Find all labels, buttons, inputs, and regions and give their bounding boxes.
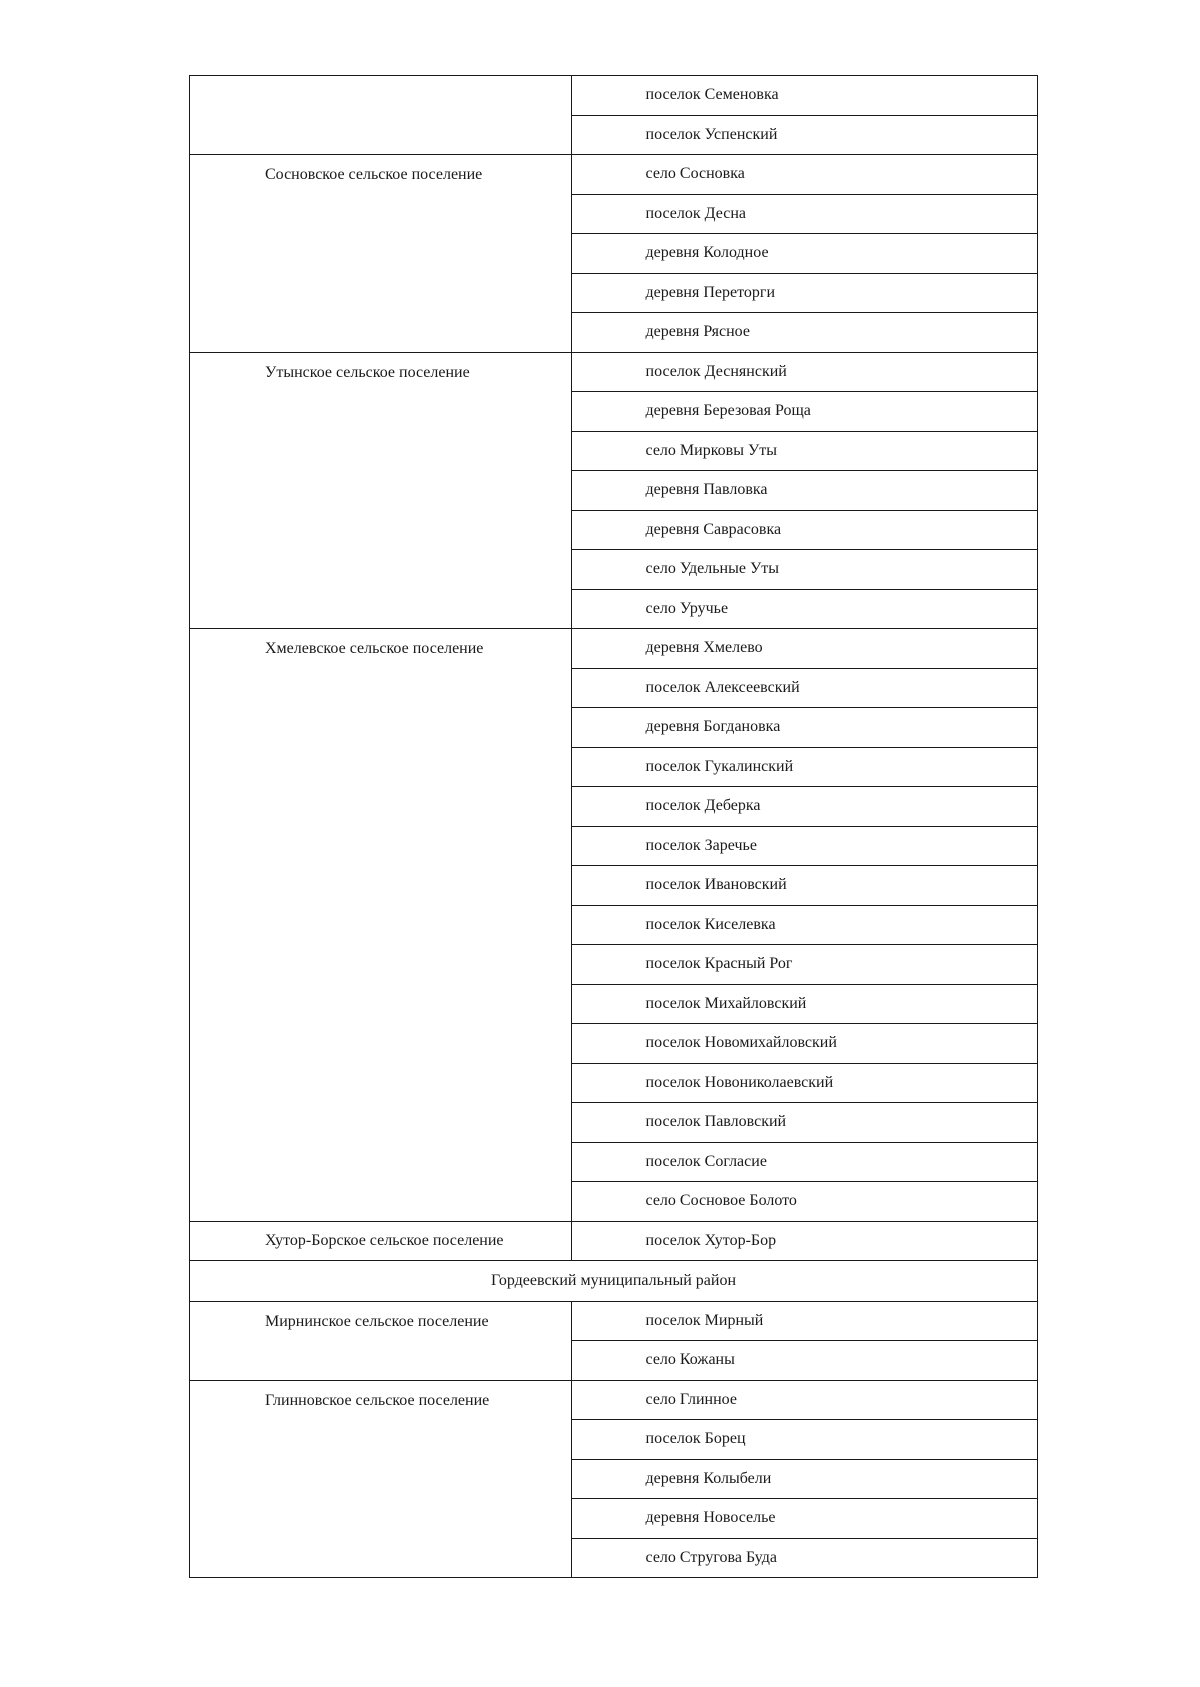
locality-cell: село Стругова Буда [571,1538,1037,1578]
locality-cell: поселок Борец [571,1420,1037,1460]
table-row [190,1221,1038,1261]
locality-cell: поселок Заречье [571,826,1037,866]
locality-cell: деревня Колыбели [571,1459,1037,1499]
table-row [190,155,1038,195]
table-row [190,76,1038,116]
table-row [190,1380,1038,1420]
table-row [190,352,1038,392]
locality-cell: село Мирковы Уты [571,431,1037,471]
locality-cell: поселок Киселевка [571,905,1037,945]
table-row [190,1301,1038,1341]
locality-cell: поселок Ивановский [571,866,1037,906]
settlement-name-cell: Хмелевское сельское поселение [190,629,572,1222]
locality-cell: деревня Павловка [571,471,1037,511]
locality-cell: поселок Согласие [571,1142,1037,1182]
locality-cell: деревня Колодное [571,234,1037,274]
locality-cell: поселок Деберка [571,787,1037,827]
locality-cell: поселок Десна [571,194,1037,234]
locality-cell: поселок Хутор-Бор [571,1221,1037,1261]
locality-cell: село Сосновка [571,155,1037,195]
settlement-name-cell [190,76,572,155]
settlements-table [189,75,1038,1578]
locality-cell: поселок Новониколаевский [571,1063,1037,1103]
locality-cell: поселок Мирный [571,1301,1037,1341]
locality-cell: поселок Алексеевский [571,668,1037,708]
settlement-name-cell: Хутор-Борское сельское поселение [190,1221,572,1261]
settlement-name-cell: Глинновское сельское поселение [190,1380,572,1578]
locality-cell: деревня Березовая Роща [571,392,1037,432]
locality-cell: поселок Семеновка [571,76,1037,116]
locality-cell: село Сосновое Болото [571,1182,1037,1222]
district-row [190,1261,1038,1302]
locality-cell: поселок Успенский [571,115,1037,155]
locality-cell: поселок Гукалинский [571,747,1037,787]
locality-cell: село Уручье [571,589,1037,629]
locality-cell: поселок Новомихайловский [571,1024,1037,1064]
locality-cell: село Кожаны [571,1341,1037,1381]
settlement-name-cell: Сосновское сельское поселение [190,155,572,353]
locality-cell: деревня Переторги [571,273,1037,313]
locality-cell: деревня Хмелево [571,629,1037,669]
locality-cell: деревня Новоселье [571,1499,1037,1539]
locality-cell: деревня Богдановка [571,708,1037,748]
locality-cell: деревня Рясное [571,313,1037,353]
locality-cell: поселок Красный Рог [571,945,1037,985]
locality-cell: село Удельные Уты [571,550,1037,590]
settlement-name-cell: Мирнинское сельское поселение [190,1301,572,1380]
locality-cell: поселок Деснянский [571,352,1037,392]
locality-cell: село Глинное [571,1380,1037,1420]
district-name: Гордеевский муниципальный район [190,1261,1038,1302]
locality-cell: деревня Саврасовка [571,510,1037,550]
table-row [190,629,1038,669]
settlement-name-cell: Утынское сельское поселение [190,352,572,629]
locality-cell: поселок Михайловский [571,984,1037,1024]
settlements-table-body [190,76,1038,1578]
locality-cell: поселок Павловский [571,1103,1037,1143]
